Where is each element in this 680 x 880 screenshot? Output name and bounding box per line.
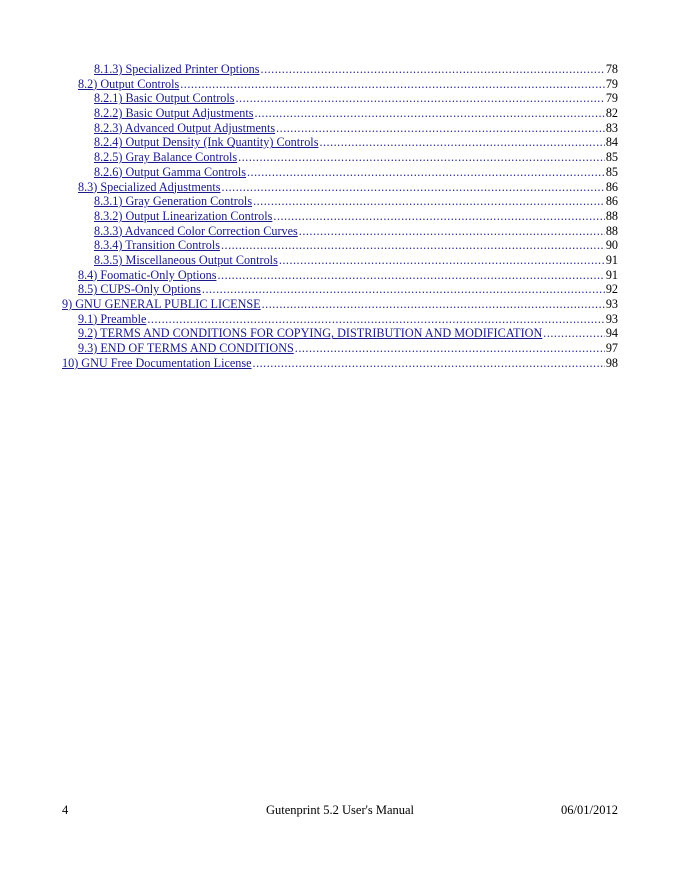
footer-title: Gutenprint 5.2 User's Manual [265,803,415,817]
toc-page-number: 92 [605,282,618,297]
toc-entry[interactable] [62,209,618,224]
toc-entry[interactable] [62,77,618,92]
toc-entry-link[interactable]: 8.3.2) Output Linearization Controls [94,208,273,223]
toc-page-number: 90 [605,238,618,253]
toc-entry[interactable] [62,150,618,165]
toc-entry-link[interactable]: 8.4) Foomatic-Only Options [78,267,217,282]
toc-page-number: 97 [605,341,618,356]
toc-entry-link[interactable]: 10) GNU Free Documentation License [62,355,252,370]
toc-entry[interactable] [62,312,618,327]
toc-entry-link[interactable]: 8.3.4) Transition Controls [94,238,220,253]
toc-page-number: 84 [605,135,618,150]
toc-entry-link[interactable]: 9) GNU GENERAL PUBLIC LICENSE [62,297,261,311]
toc-entry-link[interactable]: 8.3.5) Miscellaneous Output Controls [94,252,278,267]
toc-dot-leader [261,62,605,77]
toc-entry[interactable] [62,91,618,106]
toc-page-number: 91 [605,252,618,267]
toc-dot-leader [180,77,605,92]
toc-entry-link[interactable]: 8.2.5) Gray Balance Controls [94,150,238,165]
toc-dot-leader [247,165,605,180]
footer-page-number: 4 [62,803,69,817]
toc-dot-leader [202,282,605,297]
toc-entry[interactable] [62,135,618,150]
toc-entry[interactable] [62,253,618,268]
toc-entry-link[interactable]: 8.3) Specialized Adjustments [78,179,221,194]
toc-dot-leader [299,224,605,239]
toc-dot-leader [262,297,605,312]
toc-page-number: 98 [605,355,618,370]
toc-page-number: 79 [605,76,618,91]
toc-entry[interactable] [62,282,618,297]
toc-page-number: 91 [605,267,618,282]
toc-entry[interactable] [62,62,618,77]
toc-entry[interactable] [62,268,618,283]
toc-entry[interactable] [62,341,618,356]
toc-entry-link[interactable]: 8.2.3) Advanced Output Adjustments [94,120,276,135]
toc-dot-leader [238,150,605,165]
toc-entry[interactable] [62,224,618,239]
toc-entry-link[interactable]: 8.2) Output Controls [78,76,180,91]
toc-page-number: 78 [605,62,618,76]
toc-dot-leader [295,341,605,356]
table-of-contents [62,62,618,370]
toc-entry-link[interactable]: 8.2.6) Output Gamma Controls [94,164,246,179]
toc-page-number: 85 [605,164,618,179]
toc-dot-leader [253,356,605,371]
toc-page-number: 85 [605,150,618,165]
toc-dot-leader [279,253,605,268]
toc-entry-link[interactable]: 8.3.3) Advanced Color Correction Curves [94,223,298,238]
toc-entry[interactable] [62,180,618,195]
toc-entry[interactable] [62,121,618,136]
toc-entry[interactable] [62,356,618,371]
toc-dot-leader [319,135,604,150]
toc-entry-link[interactable]: 8.3.1) Gray Generation Controls [94,194,253,209]
toc-dot-leader [217,268,604,283]
toc-page-number: 86 [605,179,618,194]
toc-entry[interactable] [62,326,618,341]
toc-dot-leader [276,121,605,136]
toc-dot-leader [236,91,605,106]
toc-entry-link[interactable]: 8.1.3) Specialized Printer Options [94,62,260,76]
toc-page-number: 88 [605,208,618,223]
toc-page-number: 86 [605,194,618,209]
toc-dot-leader [253,194,605,209]
toc-page-number: 88 [605,223,618,238]
toc-entry-link[interactable]: 8.5) CUPS-Only Options [78,282,201,297]
toc-page-number: 82 [605,106,618,121]
toc-entry-link[interactable]: 8.2.4) Output Density (Ink Quantity) Controls [94,135,319,150]
toc-dot-leader [222,180,605,195]
toc-dot-leader [221,238,605,253]
toc-entry-link[interactable]: 9.2) TERMS AND CONDITIONS FOR COPYING, DISTRIBUTION AND MODIFICATION [78,326,543,341]
toc-entry[interactable] [62,238,618,253]
toc-entry-link[interactable]: 8.2.1) Basic Output Controls [94,91,235,106]
toc-entry[interactable] [62,106,618,121]
toc-entry[interactable] [62,165,618,180]
toc-page-number: 94 [605,326,618,341]
toc-entry-link[interactable]: 8.2.2) Basic Output Adjustments [94,106,254,121]
toc-entry[interactable] [62,194,618,209]
toc-dot-leader [147,312,604,327]
toc-page-number: 93 [605,297,618,311]
toc-entry-link[interactable]: 9.3) END OF TERMS AND CONDITIONS [78,341,294,356]
page-footer [62,802,618,818]
toc-page-number: 79 [605,91,618,106]
footer-date: 06/01/2012 [561,803,618,817]
toc-entry-link[interactable]: 9.1) Preamble [78,311,147,326]
toc-dot-leader [543,326,605,341]
toc-page-number: 93 [605,311,618,326]
toc-dot-leader [273,209,604,224]
toc-dot-leader [254,106,604,121]
toc-entry[interactable] [62,297,618,312]
toc-page-number: 83 [605,120,618,135]
